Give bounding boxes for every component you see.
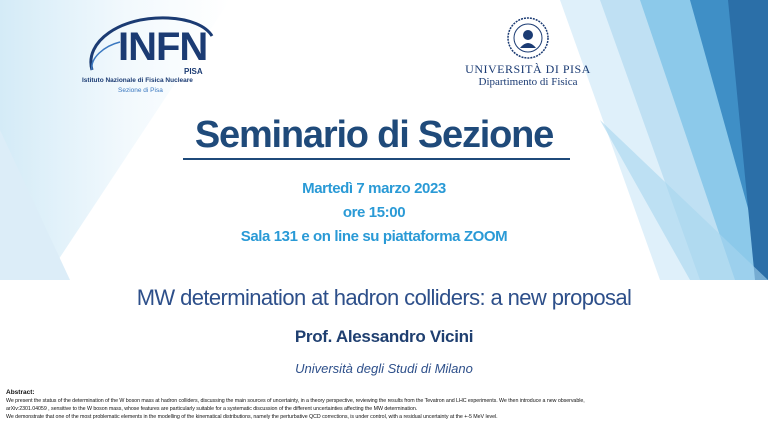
unipi-department: Dipartimento di Fisica — [478, 76, 578, 88]
abstract-line: We present the status of the determination of the W boson mass at hadron colliders, discussing the main sources of uncertainty, in a theory perspective, reviewing the results from the Tevatron and LHC experiments. We then introduce a new observable, — [6, 398, 585, 404]
talk-title: MW determination at hadron colliders: a new proposal — [136, 285, 632, 310]
speaker-affiliation: Università degli Studi di Milano — [295, 361, 473, 376]
infn-pisa-label: PISA — [184, 67, 203, 76]
abstract-line: arXiv:2301.04059 , sensitive to the W boson mass, whose features are particularly suitable for a systematic discussion of the different uncertainties affecting the MW determination. — [6, 406, 418, 412]
abstract-line: We demonstrate that one of the most problematic elements in the modelling of the kinematical distributions, namely the perturbative QCD corrections, is under control, with a residual uncertainty at the +-5 MeV level. — [6, 414, 498, 420]
unipi-name: UNIVERSITÀ DI PISA — [465, 62, 591, 76]
abstract-label: Abstract: — [6, 389, 35, 396]
event-time: ore 15:00 — [342, 204, 406, 221]
infn-full-name: Istituto Nazionale di Fisica Nucleare — [82, 77, 193, 84]
unipi-seal-icon — [506, 16, 550, 60]
event-location: Sala 131 e on line su piattaforma ZOOM — [240, 228, 508, 245]
page-title: Seminario di Sezione — [194, 114, 554, 156]
event-date: Martedì 7 marzo 2023 — [302, 180, 446, 197]
infn-name: INFN — [118, 25, 208, 69]
speaker-name: Prof. Alessandro Vicini — [294, 327, 474, 346]
title-underline — [183, 158, 570, 160]
infn-section: Sezione di Pisa — [118, 87, 163, 94]
